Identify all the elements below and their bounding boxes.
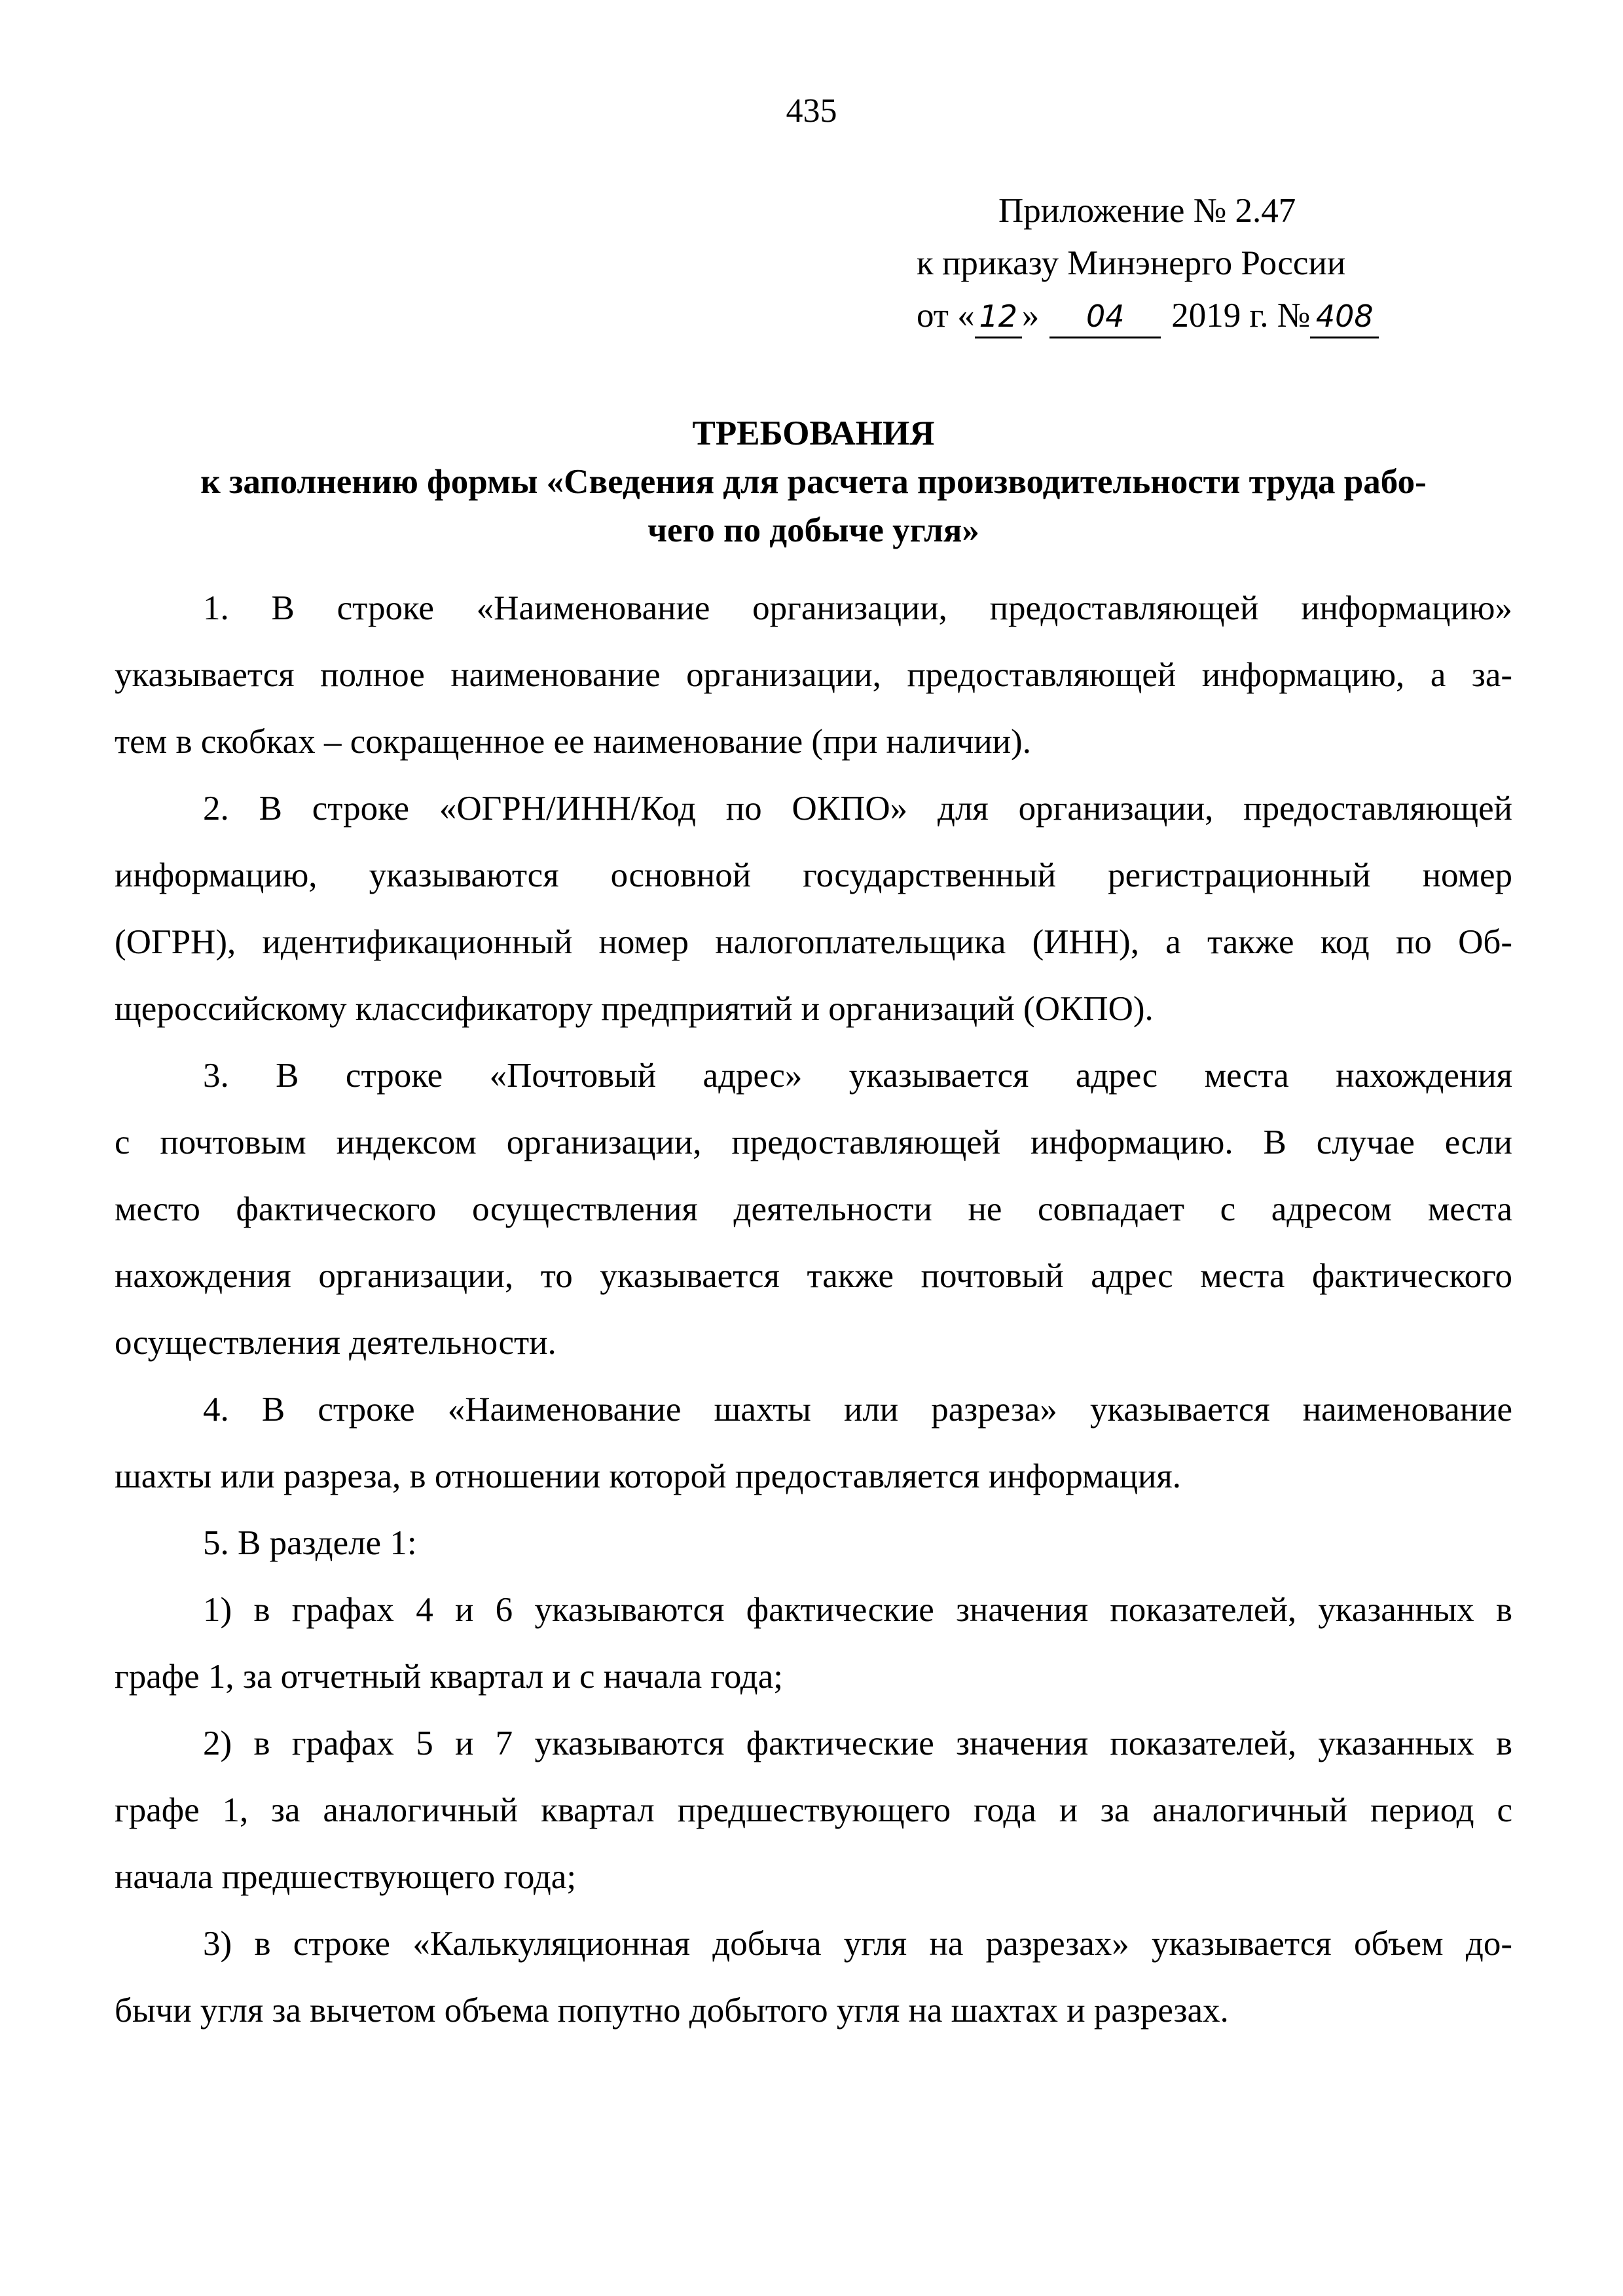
text-line: шахты или разреза, в отношении которой предоставляется информация.	[115, 1457, 1182, 1495]
text-line: с почтовым индексом организации, предоставляющей информацию. В случае если	[115, 1123, 1512, 1161]
text-line: 3. В строке «Почтовый адрес» указывается адрес места нахождения	[203, 1057, 1512, 1095]
text-line: место фактического осуществления деятельности не совпадает с адресом места	[115, 1190, 1512, 1228]
text-line: 3) в строке «Калькуляционная добыча угля на разрезах» указывается объем до-	[203, 1925, 1512, 1963]
date-prefix: от «	[917, 297, 975, 335]
date-quote-close: »	[1021, 297, 1040, 335]
text-line: тем в скобках – сокращенное ее наименование (при наличии).	[115, 723, 1031, 761]
handwritten-month: 04	[1049, 298, 1161, 335]
text-line: 1. В строке «Наименование организации, предоставляющей информацию»	[203, 589, 1512, 627]
text-line: 4. В строке «Наименование шахты или разреза» указывается наименование	[203, 1391, 1512, 1429]
text-line: бычи угля за вычетом объема попутно добытого угля на шахтах и разрезах.	[115, 1992, 1229, 2030]
text-line: 2. В строке «ОГРН/ИНН/Код по ОКПО» для организации, предоставляющей	[203, 790, 1512, 828]
text-line: начала предшествующего года;	[115, 1858, 577, 1896]
text-line: информацию, указываются основной государственный регистрационный номер	[115, 856, 1512, 894]
text-line: (ОГРН), идентификационный номер налогоплательщика (ИНН), а также код по Об-	[115, 923, 1512, 961]
text-line: указывается полное наименование организации, предоставляющей информацию, а за-	[115, 656, 1512, 694]
text-line: осуществления деятельности.	[115, 1324, 556, 1362]
appendix-header	[917, 185, 1493, 342]
title-line-2: к заполнению формы «Сведения для расчета производительности труда рабо-	[200, 463, 1427, 501]
text-line: 1) в графах 4 и 6 указываются фактические значения показателей, указанных в	[203, 1591, 1512, 1629]
text-line: графе 1, за аналогичный квартал предшествующего года и за аналогичный период с	[115, 1791, 1512, 1829]
appendix-title: Приложение № 2.47	[998, 192, 1296, 230]
appendix-order-date	[917, 289, 1493, 342]
text-line: графе 1, за отчетный квартал и с начала года;	[115, 1658, 784, 1696]
text-line: нахождения организации, то указывается также почтовый адрес места фактического	[115, 1257, 1512, 1295]
document-body	[115, 575, 1512, 2044]
document-title	[115, 409, 1512, 555]
text-line: 2) в графах 5 и 7 указываются фактические значения показателей, указанных в	[203, 1724, 1512, 1762]
handwritten-day: 12	[975, 298, 1022, 335]
page-number: 435	[786, 92, 837, 130]
handwritten-order-number: 408	[1310, 298, 1379, 335]
title-heading: ТРЕБОВАНИЯ	[692, 414, 935, 452]
text-line: 5. В разделе 1:	[203, 1524, 417, 1562]
appendix-order-ref: к приказу Минэнерго России	[917, 244, 1346, 282]
year-text: 2019 г. №	[1171, 297, 1311, 335]
title-line-3: чего по добыче угля»	[647, 511, 979, 549]
text-line: щероссийскому классификатору предприятий и организаций (ОКПО).	[115, 990, 1154, 1028]
